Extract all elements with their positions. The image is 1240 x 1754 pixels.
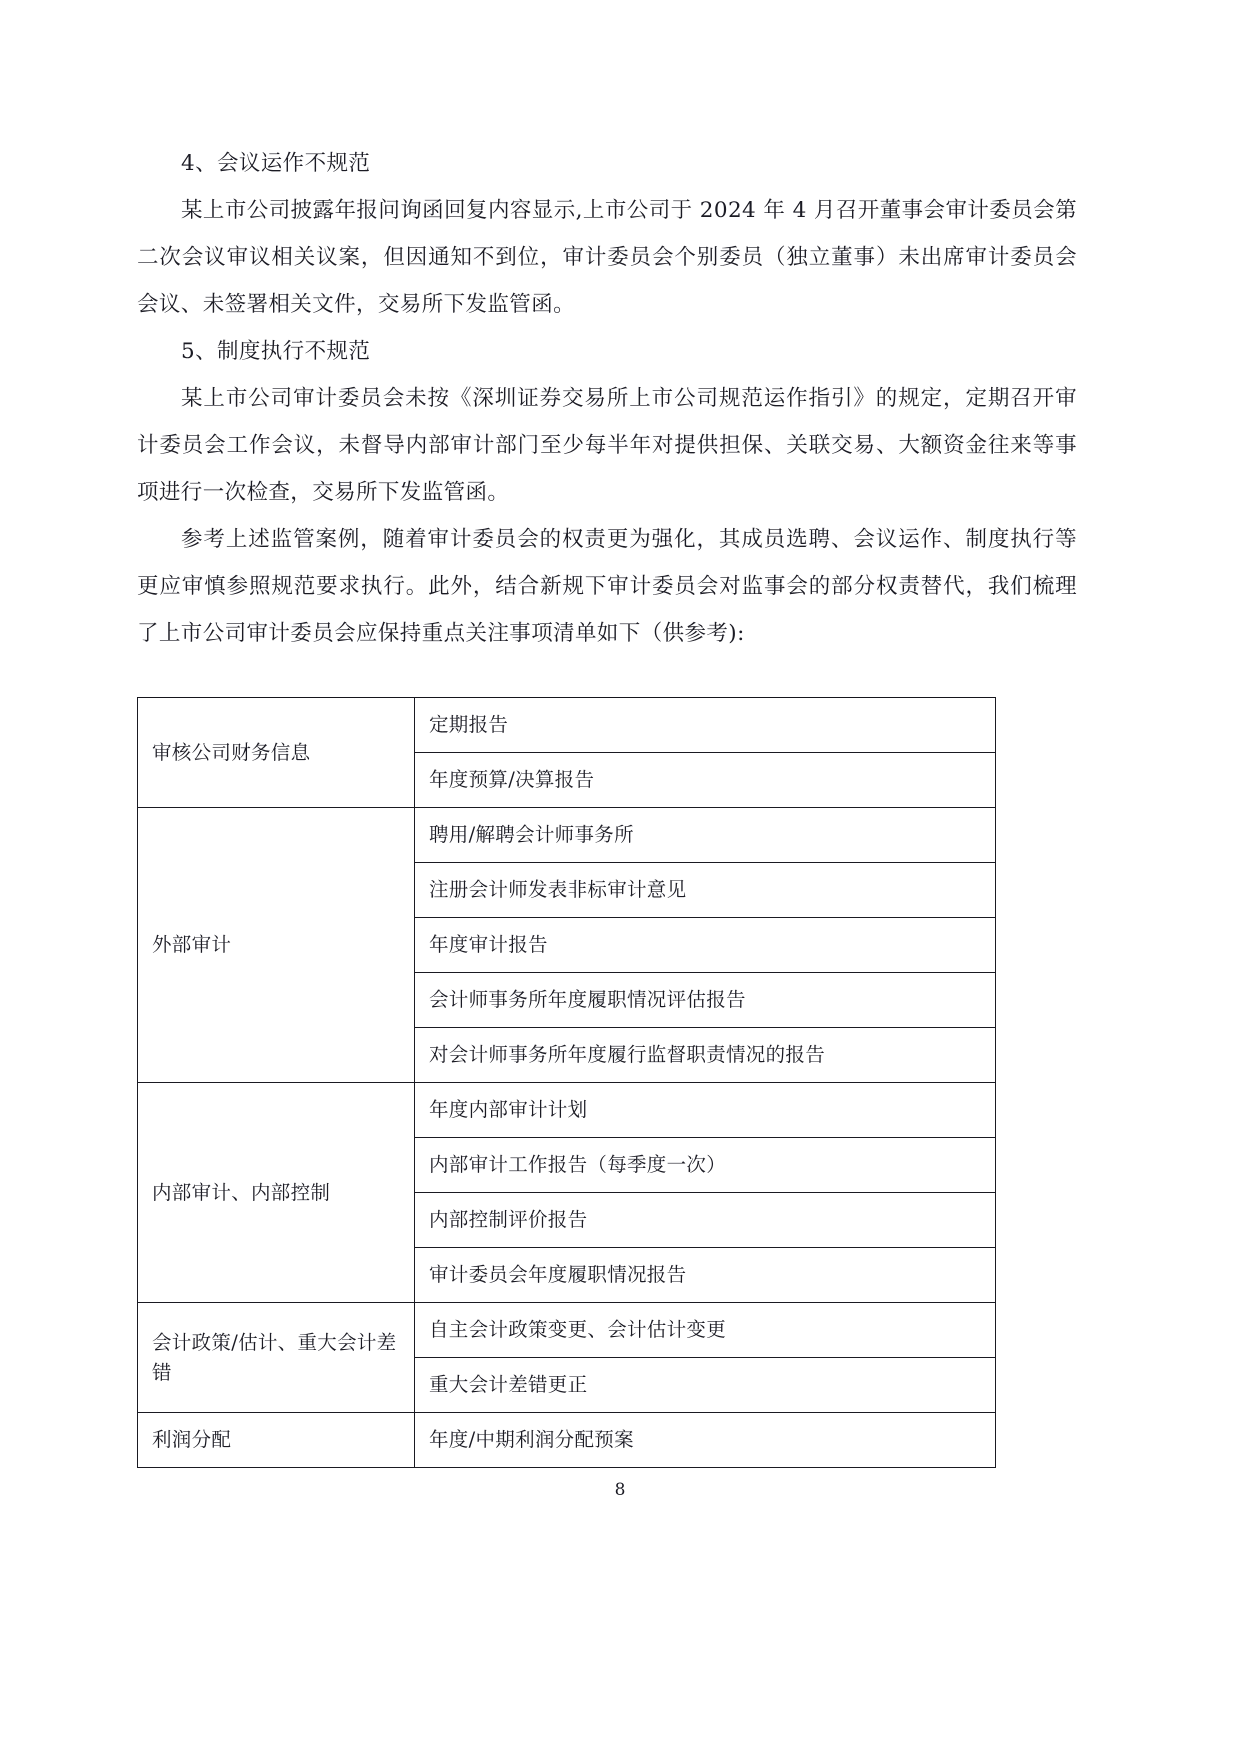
focus-list-table	[137, 697, 996, 1468]
table-cell-category: 外部审计	[138, 808, 415, 1083]
table-row	[138, 1083, 996, 1138]
section-heading-5: 5、制度执行不规范	[181, 339, 371, 364]
table-cell-item: 自主会计政策变更、会计估计变更	[415, 1303, 996, 1358]
table-cell-item: 聘用/解聘会计师事务所	[415, 808, 996, 863]
table-row	[138, 1303, 996, 1358]
closing-paragraph: 参考上述监管案例，随着审计委员会的权责更为强化，其成员选聘、会议运作、制度执行等更应审慎参照规范要求执行。此外，结合新规下审计委员会对监事会的部分权责替代，我们梳理了上市公司审计委员会应保持重点关注事项清单如下（供参考):	[137, 527, 1077, 646]
table-cell-item: 会计师事务所年度履职情况评估报告	[415, 973, 996, 1028]
section-heading-4: 4、会议运作不规范	[181, 151, 371, 176]
table-cell-item: 年度/中期利润分配预案	[415, 1413, 996, 1468]
table-cell-item: 年度内部审计计划	[415, 1083, 996, 1138]
table-row	[138, 1413, 996, 1468]
table-cell-category: 利润分配	[138, 1413, 415, 1468]
table-row	[138, 808, 996, 863]
table-cell-item: 审计委员会年度履职情况报告	[415, 1248, 996, 1303]
table-cell-item: 内部审计工作报告（每季度一次）	[415, 1138, 996, 1193]
table-cell-category: 审核公司财务信息	[138, 698, 415, 808]
focus-list-table-body	[138, 698, 996, 1468]
table-cell-item: 内部控制评价报告	[415, 1193, 996, 1248]
table-cell-item: 年度预算/决算报告	[415, 753, 996, 808]
section-body-5: 某上市公司审计委员会未按《深圳证券交易所上市公司规范运作指引》的规定，定期召开审计委员会工作会议，未督导内部审计部门至少每半年对提供担保、关联交易、大额资金往来等事项进行一次检查，交易所下发监管函。	[137, 386, 1077, 505]
table-cell-item: 重大会计差错更正	[415, 1358, 996, 1413]
page-content	[137, 140, 1077, 1468]
table-cell-item: 对会计师事务所年度履行监督职责情况的报告	[415, 1028, 996, 1083]
table-cell-item: 定期报告	[415, 698, 996, 753]
table-cell-item: 注册会计师发表非标审计意见	[415, 863, 996, 918]
table-cell-category: 内部审计、内部控制	[138, 1083, 415, 1303]
focus-list-table-wrapper	[137, 697, 1077, 1468]
table-row	[138, 698, 996, 753]
page-number: 8	[614, 1480, 626, 1500]
section-body-4: 某上市公司披露年报问询函回复内容显示,上市公司于 2024 年 4 月召开董事会审计委员会第二次会议审议相关议案，但因通知不到位，审计委员会个别委员（独立董事）未出席审计委员会会议、未签署相关文件，交易所下发监管函。	[137, 198, 1077, 317]
table-cell-category: 会计政策/估计、重大会计差错	[138, 1303, 415, 1413]
table-cell-item: 年度审计报告	[415, 918, 996, 973]
